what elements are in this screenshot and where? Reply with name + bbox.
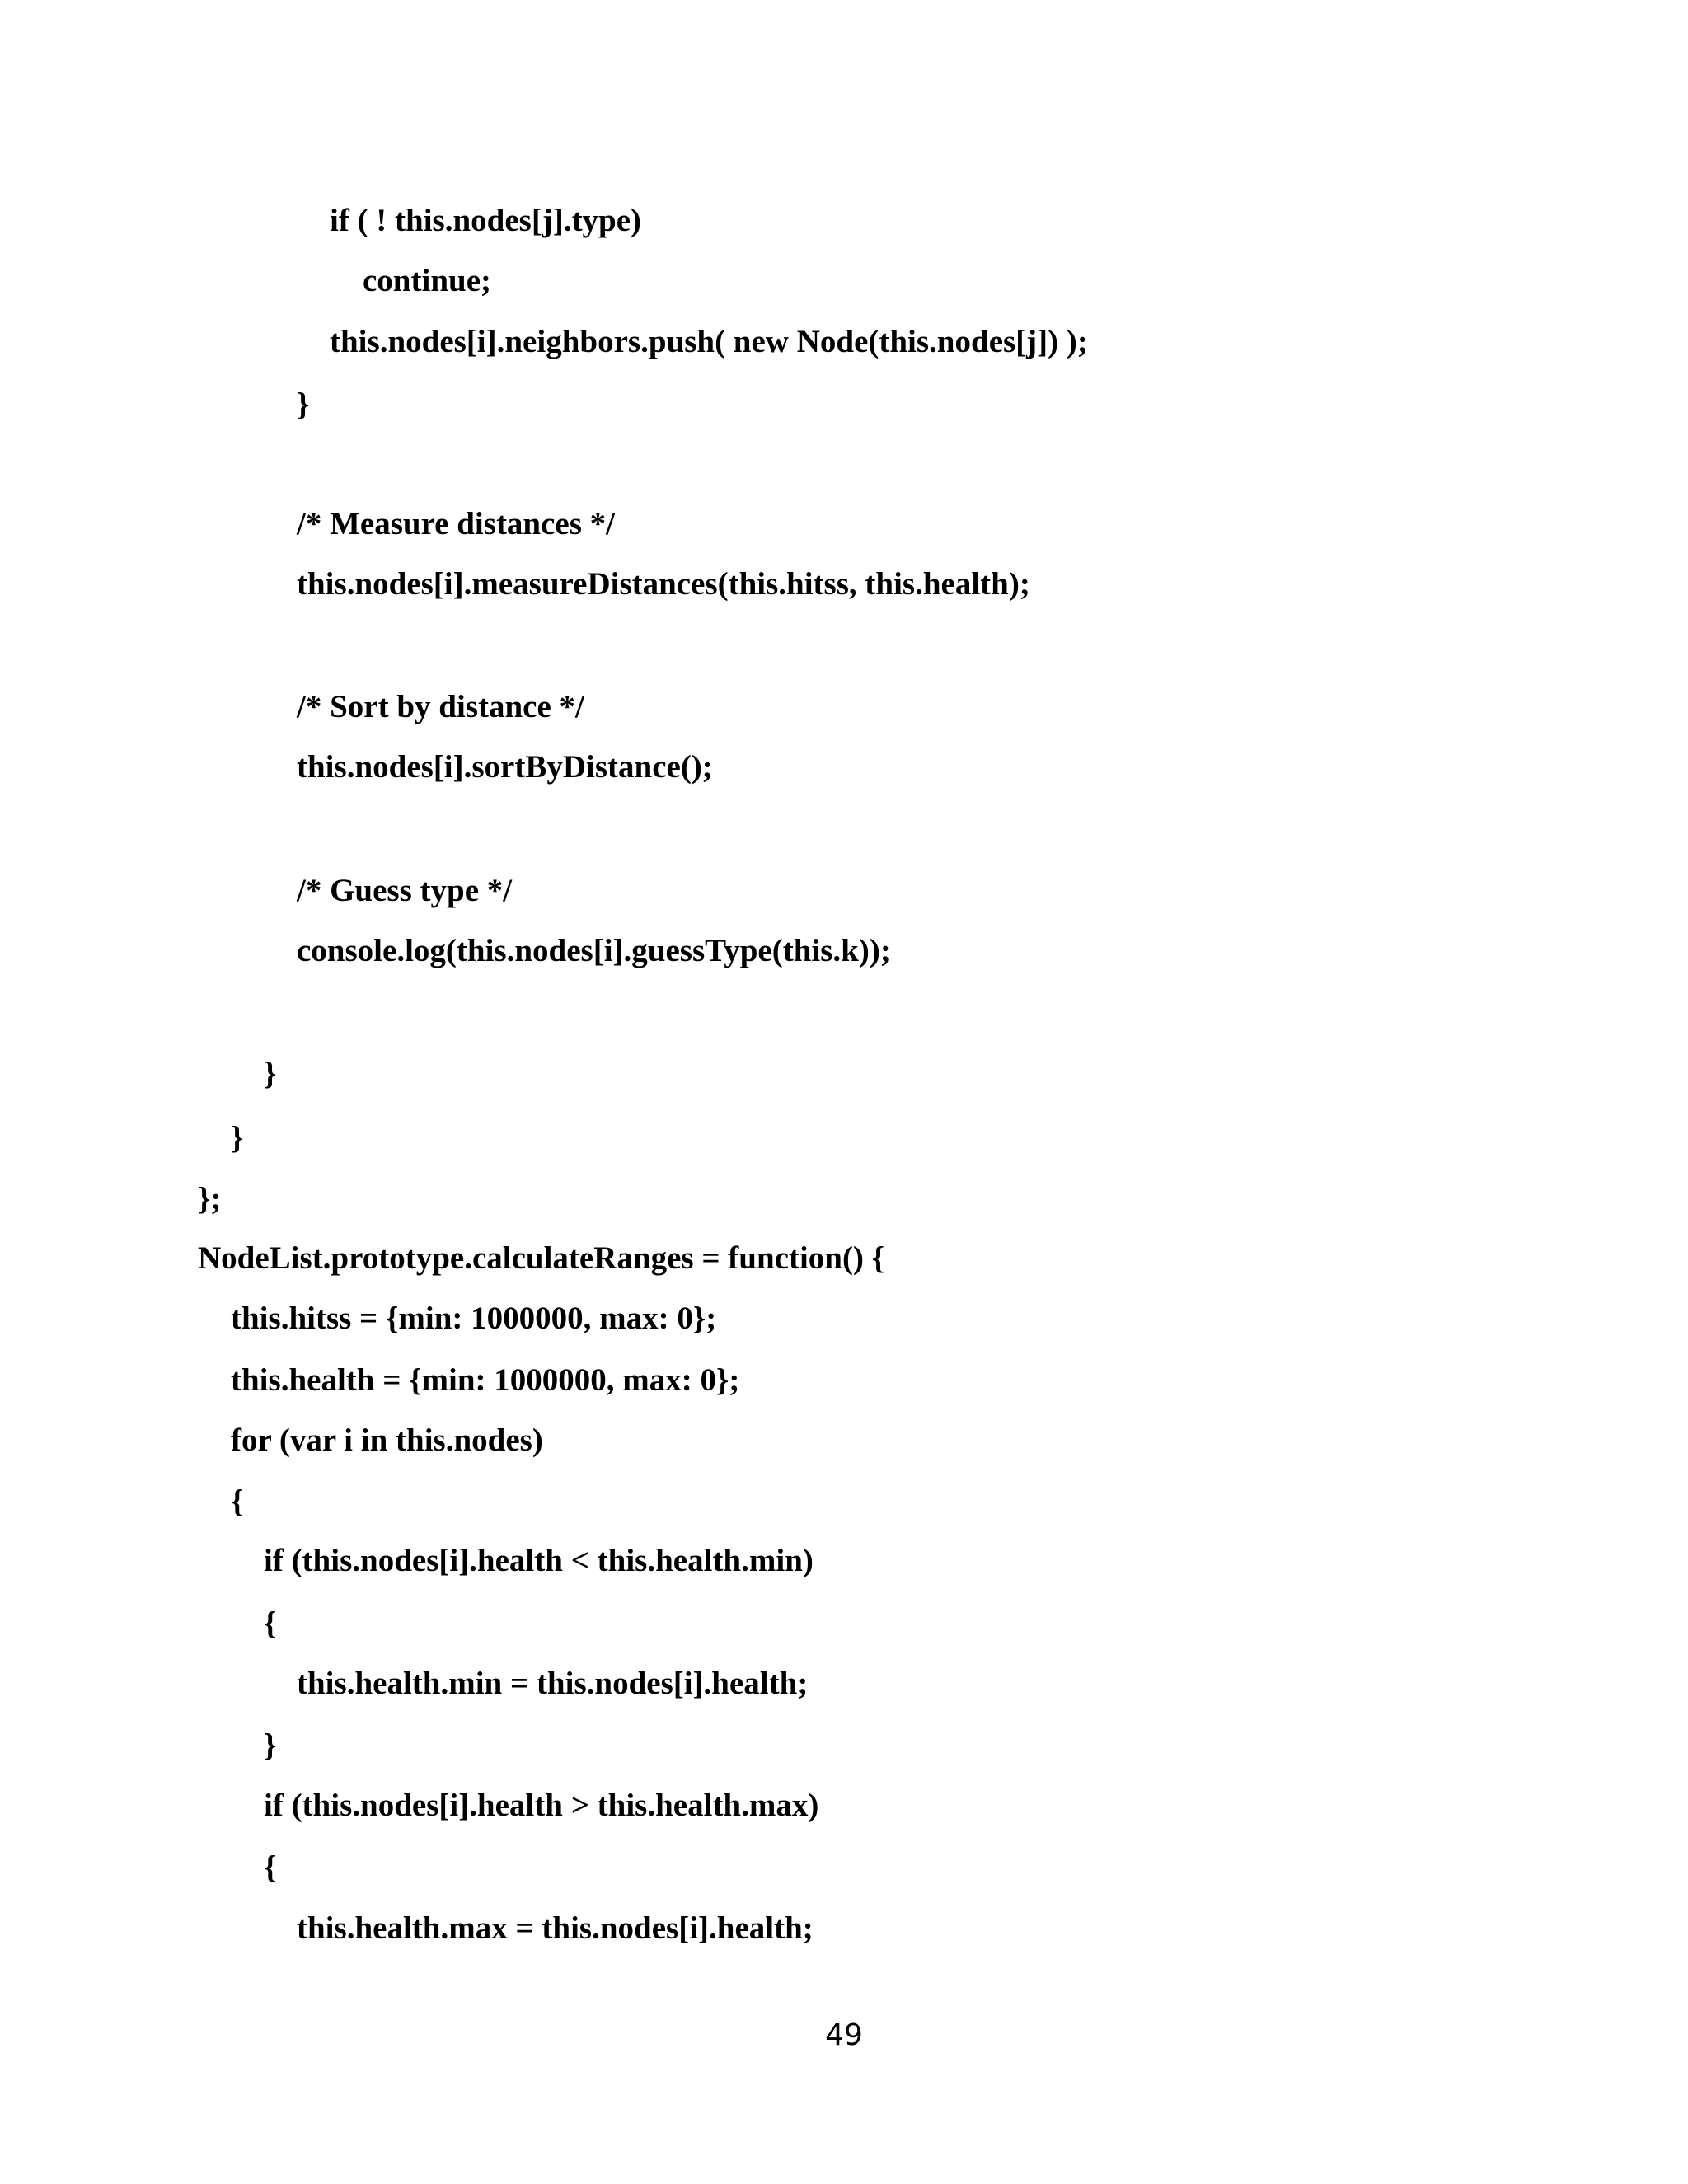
code-line: if (this.nodes[i].health > this.health.max) bbox=[264, 1788, 819, 1823]
code-line: { bbox=[264, 1605, 277, 1641]
page-number: 49 bbox=[825, 2018, 863, 2052]
code-line: if ( ! this.nodes[j].type) bbox=[330, 203, 642, 238]
code-line: if (this.nodes[i].health < this.health.min) bbox=[264, 1543, 814, 1578]
code-line: this.health = {min: 1000000, max: 0}; bbox=[231, 1362, 740, 1398]
code-line: this.nodes[i].sortByDistance(); bbox=[297, 749, 713, 785]
code-line: }; bbox=[198, 1181, 222, 1216]
code-line: for (var i in this.nodes) bbox=[231, 1422, 543, 1458]
code-line: NodeList.prototype.calculateRanges = function() { bbox=[198, 1240, 885, 1276]
code-line: { bbox=[231, 1483, 244, 1519]
code-line: console.log(this.nodes[i].guessType(this.k)); bbox=[297, 933, 891, 968]
code-line: /* Guess type */ bbox=[297, 873, 513, 908]
code-line: this.nodes[i].measureDistances(this.hitss, this.health); bbox=[297, 566, 1030, 602]
code-line: } bbox=[297, 387, 310, 422]
code-line: { bbox=[264, 1849, 277, 1885]
code-line: this.nodes[i].neighbors.push( new Node(this.nodes[j]) ); bbox=[330, 324, 1088, 359]
code-line: this.hitss = {min: 1000000, max: 0}; bbox=[231, 1301, 717, 1336]
code-line: this.health.min = this.nodes[i].health; bbox=[297, 1666, 809, 1701]
code-line: /* Measure distances */ bbox=[297, 506, 616, 541]
code-line: this.health.max = this.nodes[i].health; bbox=[297, 1910, 814, 1946]
code-line: continue; bbox=[363, 263, 491, 298]
code-line: } bbox=[264, 1056, 277, 1091]
code-line: } bbox=[231, 1120, 244, 1155]
code-line: } bbox=[264, 1727, 277, 1763]
code-line: /* Sort by distance */ bbox=[297, 689, 584, 724]
